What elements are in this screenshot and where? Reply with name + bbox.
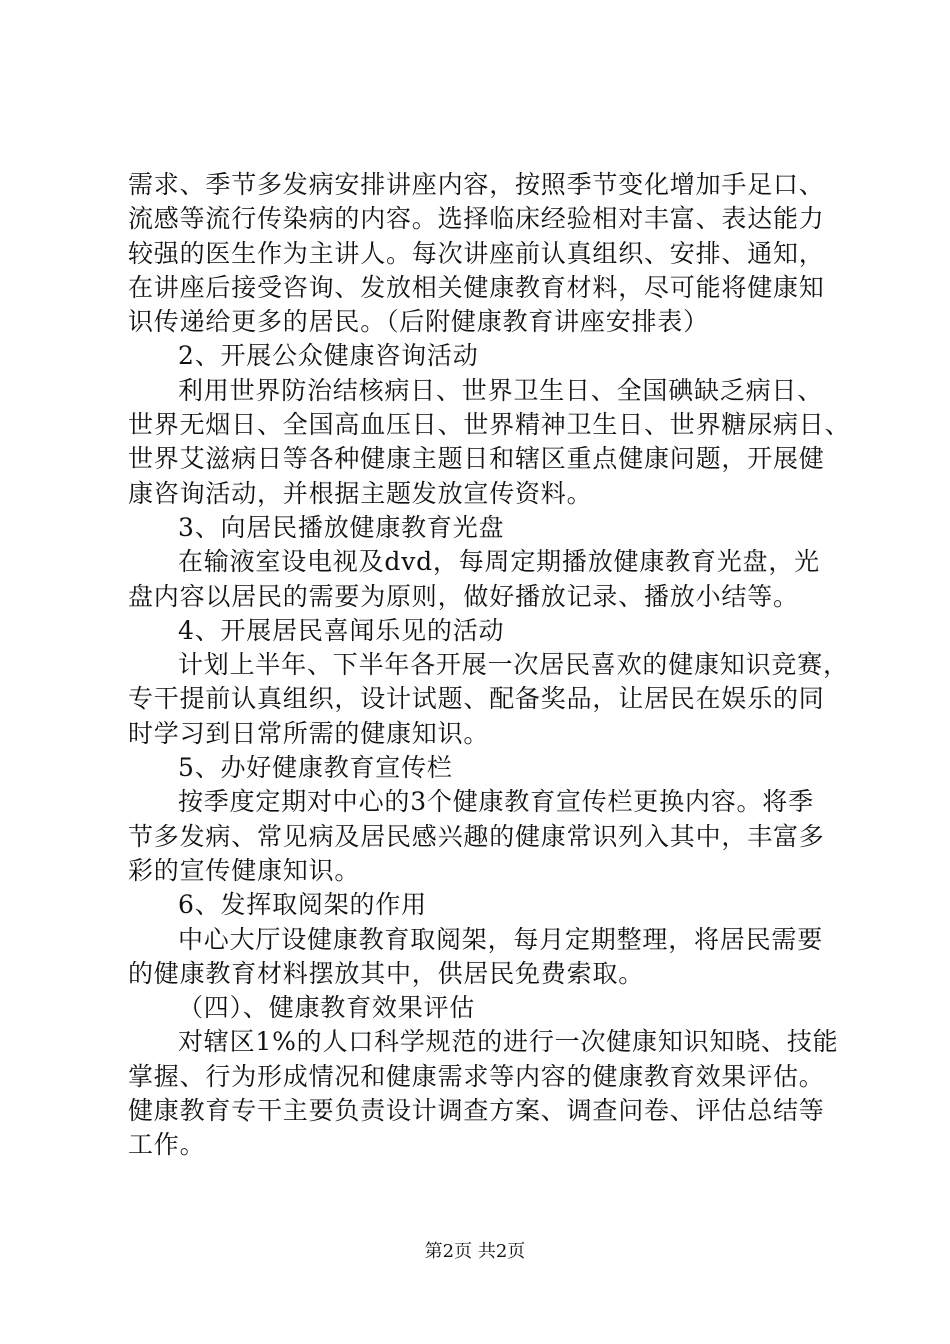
text-line: 需求、季节多发病安排讲座内容，按照季节变化增加手足口、 [128, 170, 825, 199]
text-line: 中心大厅设健康教育取阅架，每月定期整理，将居民需要 [178, 924, 824, 954]
text-line: 工作。 [128, 1130, 206, 1160]
text-line: 时学习到日常所需的健康知识。 [128, 718, 490, 748]
text-line: 世界无烟日、全国高血压日、世界精神卫生日、世界糖尿病日、 [128, 410, 851, 440]
text-line: 健康教育专干主要负责设计调查方案、调查问卷、评估总结等 [128, 1096, 825, 1126]
section-heading: 6、发挥取阅架的作用 [178, 890, 427, 920]
text-line: 康咨询活动，并根据主题发放宣传资料。 [128, 478, 593, 508]
document-body [128, 168, 851, 1163]
text-line: 识传递给更多的居民。（后附健康教育讲座安排表） [128, 307, 709, 337]
text-line: 较强的医生作为主讲人。每次讲座前认真组织、安排、通知， [128, 238, 825, 268]
section-heading: 2、开展公众健康咨询活动 [178, 341, 479, 371]
section-heading: 4、开展居民喜闻乐见的活动 [178, 615, 505, 645]
text-line: 按季度定期对中心的3个健康教育宣传栏更换内容。将季 [178, 787, 814, 817]
text-line: 彩的宣传健康知识。 [128, 855, 361, 885]
text-line: 掌握、行为形成情况和健康需求等内容的健康教育效果评估。 [128, 1061, 825, 1091]
text-line: 盘内容以居民的需要为原则，做好播放记录、播放小结等。 [128, 581, 799, 611]
text-line: 流感等流行传染病的内容。选择临床经验相对丰富、表达能力 [128, 204, 825, 234]
text-line: 利用世界防治结核病日、世界卫生日、全国碘缺乏病日、 [178, 375, 824, 405]
section-heading: （四）、健康教育效果评估 [178, 993, 476, 1023]
text-line: 的健康教育材料摆放其中，供居民免费索取。 [128, 958, 645, 988]
page-number-footer: 第2页 共2页 [424, 1241, 526, 1262]
text-line: 在讲座后接受咨询、发放相关健康教育材料，尽可能将健康知 [128, 272, 825, 302]
text-line: 在输液室设电视及dvd，每周定期播放健康教育光盘，光 [178, 547, 820, 577]
text-line: 计划上半年、下半年各开展一次居民喜欢的健康知识竞赛， [178, 650, 849, 680]
section-heading: 3、向居民播放健康教育光盘 [178, 512, 505, 542]
text-line: 节多发病、常见病及居民感兴趣的健康常识列入其中，丰富多 [128, 821, 825, 851]
text-line: 世界艾滋病日等各种健康主题日和辖区重点健康问题，开展健 [128, 444, 825, 474]
text-line: 对辖区1%的人口科学规范的进行一次健康知识知晓、技能 [178, 1027, 839, 1057]
text-line: 专干提前认真组织，设计试题、配备奖品，让居民在娱乐的同 [128, 684, 825, 714]
section-heading: 5、办好健康教育宣传栏 [178, 753, 453, 783]
